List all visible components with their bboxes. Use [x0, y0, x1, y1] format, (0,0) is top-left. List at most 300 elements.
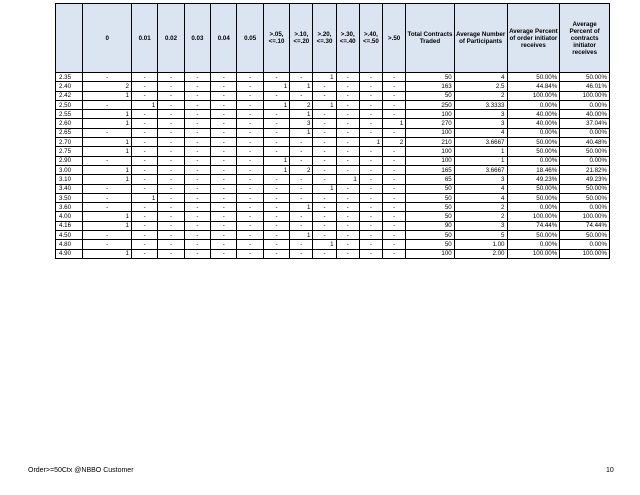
bucket-count-cell: - [383, 91, 406, 100]
bucket-count-cell: 1 [290, 203, 313, 212]
table-row [56, 175, 610, 184]
bucket-count-cell: - [237, 184, 263, 193]
bucket-count-cell: - [237, 156, 263, 165]
bucket-count-cell: 1 [313, 184, 336, 193]
summary-cell: 50.00% [507, 184, 560, 193]
bucket-count-cell: - [383, 100, 406, 109]
bucket-count-cell: - [184, 100, 210, 109]
bucket-count-cell: - [131, 249, 157, 258]
column-header: 0 [83, 4, 132, 73]
summary-cell: 3 [454, 221, 507, 230]
header-corner-cell [56, 4, 83, 73]
bucket-count-cell: - [131, 82, 157, 91]
bucket-count-cell: 1 [131, 193, 157, 202]
bucket-count-cell: - [336, 156, 359, 165]
bucket-count-cell: - [263, 249, 289, 258]
summary-cell: 100 [406, 147, 455, 156]
bucket-count-cell: - [359, 91, 382, 100]
bucket-count-cell: - [336, 165, 359, 174]
bucket-count-cell: - [131, 73, 157, 82]
bucket-count-cell: - [237, 203, 263, 212]
table-row [56, 221, 610, 230]
bucket-count-cell: - [313, 91, 336, 100]
table-row [56, 73, 610, 82]
bucket-count-cell: 1 [290, 128, 313, 137]
summary-cell: 40.00% [507, 110, 560, 119]
bucket-count-cell: - [158, 249, 184, 258]
summary-cell: 0.00% [507, 203, 560, 212]
bucket-count-cell: - [336, 138, 359, 147]
bucket-count-cell: - [158, 119, 184, 128]
bucket-count-cell: - [211, 175, 237, 184]
bucket-count-cell: - [336, 249, 359, 258]
summary-cell: 50.00% [560, 147, 610, 156]
bucket-count-cell: - [237, 82, 263, 91]
bucket-count-cell: 1 [83, 221, 132, 230]
bucket-count-cell: 1 [83, 212, 132, 221]
table-row [56, 156, 610, 165]
bucket-count-cell: 1 [313, 240, 336, 249]
bucket-count-cell: - [158, 184, 184, 193]
summary-cell: 50 [406, 73, 455, 82]
bucket-count-cell: - [131, 119, 157, 128]
table-row [56, 249, 610, 258]
summary-cell: 3.3333 [454, 100, 507, 109]
bucket-count-cell: - [383, 212, 406, 221]
summary-cell: 40.48% [560, 138, 610, 147]
bucket-count-cell: - [237, 119, 263, 128]
bucket-count-cell: - [290, 212, 313, 221]
summary-cell: 1 [454, 156, 507, 165]
bucket-count-cell: - [336, 147, 359, 156]
bucket-count-cell: - [158, 91, 184, 100]
summary-cell: 3 [454, 175, 507, 184]
bucket-count-cell: - [383, 175, 406, 184]
bucket-count-cell: - [184, 156, 210, 165]
page-number: 10 [606, 467, 614, 474]
bucket-count-cell: - [158, 165, 184, 174]
bucket-count-cell: 1 [263, 100, 289, 109]
summary-cell: 2 [454, 212, 507, 221]
row-price-cell: 3.00 [56, 165, 83, 174]
bucket-count-cell: - [237, 231, 263, 240]
column-header: 0.04 [211, 4, 237, 73]
bucket-count-cell: - [359, 119, 382, 128]
bucket-count-cell: - [158, 212, 184, 221]
summary-cell: 250 [406, 100, 455, 109]
bucket-count-cell: - [290, 240, 313, 249]
bucket-count-cell: 1 [83, 138, 132, 147]
summary-cell: 50 [406, 91, 455, 100]
bucket-count-cell: - [158, 138, 184, 147]
bucket-count-cell: - [336, 240, 359, 249]
bucket-count-cell: - [263, 119, 289, 128]
bucket-count-cell: - [263, 110, 289, 119]
bucket-count-cell: - [313, 147, 336, 156]
summary-cell: 4 [454, 193, 507, 202]
summary-cell: 1.00 [454, 240, 507, 249]
bucket-count-cell: - [211, 212, 237, 221]
bucket-count-cell: - [211, 73, 237, 82]
bucket-count-cell: - [211, 100, 237, 109]
bucket-count-cell: - [211, 165, 237, 174]
bucket-count-cell: 2 [290, 165, 313, 174]
column-header: >.30, <=.40 [336, 4, 359, 73]
bucket-count-cell: - [359, 82, 382, 91]
summary-cell: 50.00% [560, 73, 610, 82]
bucket-count-cell: - [211, 82, 237, 91]
bucket-count-cell: - [237, 100, 263, 109]
summary-cell: 163 [406, 82, 455, 91]
bucket-count-cell: - [131, 221, 157, 230]
bucket-count-cell: - [184, 110, 210, 119]
bucket-count-cell: - [184, 175, 210, 184]
summary-cell: 74.44% [507, 221, 560, 230]
bucket-count-cell: - [131, 231, 157, 240]
bucket-count-cell: - [184, 212, 210, 221]
bucket-count-cell: 1 [336, 175, 359, 184]
bucket-count-cell: - [211, 193, 237, 202]
bucket-count-cell: - [313, 138, 336, 147]
summary-cell: 50.00% [507, 231, 560, 240]
summary-cell: 18.46% [507, 165, 560, 174]
bucket-count-cell: - [383, 221, 406, 230]
summary-cell: 50 [406, 184, 455, 193]
row-price-cell: 2.70 [56, 138, 83, 147]
bucket-count-cell: - [83, 156, 132, 165]
bucket-count-cell: 1 [313, 100, 336, 109]
bucket-count-cell: - [158, 221, 184, 230]
bucket-count-cell: - [383, 147, 406, 156]
summary-cell: 50.00% [507, 73, 560, 82]
bucket-count-cell: - [336, 82, 359, 91]
summary-cell: 50.00% [560, 184, 610, 193]
summary-cell: 65 [406, 175, 455, 184]
bucket-count-cell: - [263, 138, 289, 147]
bucket-count-cell: - [263, 175, 289, 184]
bucket-count-cell: - [83, 128, 132, 137]
bucket-count-cell: - [359, 212, 382, 221]
bucket-count-cell: 1 [83, 110, 132, 119]
row-price-cell: 3.10 [56, 175, 83, 184]
bucket-count-cell: - [313, 128, 336, 137]
bucket-count-cell: - [237, 193, 263, 202]
bucket-count-cell: - [263, 231, 289, 240]
bucket-count-cell: - [290, 221, 313, 230]
bucket-count-cell: - [211, 110, 237, 119]
bucket-count-cell: 1 [383, 119, 406, 128]
bucket-count-cell: - [359, 100, 382, 109]
summary-cell: 100 [406, 110, 455, 119]
bucket-count-cell: - [83, 231, 132, 240]
summary-cell: 0.00% [560, 128, 610, 137]
bucket-count-cell: - [131, 165, 157, 174]
row-price-cell: 4.50 [56, 231, 83, 240]
bucket-count-cell: - [158, 193, 184, 202]
bucket-count-cell: 1 [313, 73, 336, 82]
row-price-cell: 2.90 [56, 156, 83, 165]
bucket-count-cell: - [336, 119, 359, 128]
table-row [56, 193, 610, 202]
bucket-count-cell: - [359, 193, 382, 202]
bucket-count-cell: - [158, 110, 184, 119]
summary-cell: 21.82% [560, 165, 610, 174]
column-header: >.40, <=.50 [359, 4, 382, 73]
bucket-count-cell: - [158, 147, 184, 156]
summary-cell: 1 [454, 147, 507, 156]
bucket-count-cell: - [313, 249, 336, 258]
bucket-count-cell: - [237, 147, 263, 156]
table-row [56, 128, 610, 137]
row-price-cell: 2.75 [56, 147, 83, 156]
bucket-count-cell: 1 [131, 100, 157, 109]
bucket-count-cell: - [359, 249, 382, 258]
bucket-count-cell: - [383, 184, 406, 193]
summary-cell: 74.44% [560, 221, 610, 230]
summary-cell: 270 [406, 119, 455, 128]
bucket-count-cell: 1 [263, 165, 289, 174]
bucket-count-cell: 2 [383, 138, 406, 147]
bucket-count-cell: - [290, 147, 313, 156]
summary-cell: 0.00% [507, 156, 560, 165]
bucket-count-cell: - [336, 128, 359, 137]
row-price-cell: 2.42 [56, 91, 83, 100]
bucket-count-cell: - [336, 91, 359, 100]
bucket-count-cell: - [211, 249, 237, 258]
table-row [56, 119, 610, 128]
row-price-cell: 2.60 [56, 119, 83, 128]
summary-cell: 0.00% [560, 100, 610, 109]
summary-cell: 50 [406, 240, 455, 249]
bucket-count-cell: - [383, 193, 406, 202]
bucket-count-cell: - [131, 147, 157, 156]
bucket-count-cell: - [184, 91, 210, 100]
bucket-count-cell: - [383, 231, 406, 240]
bucket-count-cell: - [237, 221, 263, 230]
bucket-count-cell: - [237, 212, 263, 221]
bucket-count-cell: - [263, 73, 289, 82]
bucket-count-cell: - [184, 249, 210, 258]
bucket-count-cell: - [237, 128, 263, 137]
summary-cell: 40.00% [507, 119, 560, 128]
bucket-count-cell: - [131, 240, 157, 249]
bucket-count-cell: - [237, 175, 263, 184]
bucket-count-cell: - [237, 138, 263, 147]
bucket-count-cell: - [336, 193, 359, 202]
bucket-count-cell: - [383, 165, 406, 174]
table-row [56, 82, 610, 91]
row-price-cell: 4.90 [56, 249, 83, 258]
summary-cell: 165 [406, 165, 455, 174]
row-price-cell: 2.65 [56, 128, 83, 137]
bucket-count-cell: - [211, 138, 237, 147]
column-header: Average Number of Participants [454, 4, 507, 73]
data-sheet [55, 3, 610, 259]
bucket-count-cell: - [290, 184, 313, 193]
bucket-count-cell: - [383, 203, 406, 212]
summary-cell: 2.5 [454, 82, 507, 91]
bucket-count-cell: - [83, 240, 132, 249]
summary-cell: 100.00% [560, 249, 610, 258]
bucket-count-cell: - [313, 221, 336, 230]
bucket-count-cell: - [359, 175, 382, 184]
bucket-count-cell: - [184, 184, 210, 193]
summary-cell: 44.84% [507, 82, 560, 91]
bucket-count-cell: - [211, 119, 237, 128]
summary-cell: 0.00% [507, 100, 560, 109]
table-row [56, 110, 610, 119]
column-header: Average Percent of contracts initiator receives [560, 4, 610, 73]
bucket-count-cell: - [313, 212, 336, 221]
summary-cell: 2 [454, 203, 507, 212]
summary-cell: 50 [406, 212, 455, 221]
summary-cell: 100.00% [507, 249, 560, 258]
bucket-count-cell: 1 [290, 110, 313, 119]
bucket-count-cell: - [359, 221, 382, 230]
bucket-count-cell: - [158, 128, 184, 137]
bucket-count-cell: - [184, 82, 210, 91]
summary-cell: 210 [406, 138, 455, 147]
summary-cell: 3 [454, 110, 507, 119]
summary-cell: 100 [406, 128, 455, 137]
summary-cell: 100.00% [507, 91, 560, 100]
bucket-count-cell: - [336, 73, 359, 82]
bucket-count-cell: - [131, 91, 157, 100]
bucket-count-cell: - [383, 128, 406, 137]
summary-cell: 100.00% [560, 91, 610, 100]
bucket-count-cell: - [263, 91, 289, 100]
bucket-count-cell: - [211, 203, 237, 212]
row-price-cell: 2.50 [56, 100, 83, 109]
bucket-count-cell: - [359, 73, 382, 82]
summary-cell: 100.00% [507, 212, 560, 221]
bucket-count-cell: - [263, 128, 289, 137]
bucket-count-cell: 3 [290, 119, 313, 128]
bucket-count-cell: - [290, 138, 313, 147]
table-header-row [56, 4, 610, 73]
bucket-count-cell: - [336, 231, 359, 240]
bucket-count-cell: - [211, 221, 237, 230]
table-row [56, 165, 610, 174]
summary-cell: 37.04% [560, 119, 610, 128]
bucket-count-cell: - [263, 193, 289, 202]
bucket-count-cell: 1 [83, 165, 132, 174]
bucket-count-cell: - [83, 193, 132, 202]
summary-cell: 50 [406, 231, 455, 240]
summary-cell: 90 [406, 221, 455, 230]
bucket-count-cell: - [184, 119, 210, 128]
summary-cell: 50 [406, 203, 455, 212]
bucket-count-cell: - [158, 156, 184, 165]
summary-cell: 40.00% [560, 110, 610, 119]
bucket-count-cell: - [290, 249, 313, 258]
bucket-count-cell: - [313, 175, 336, 184]
summary-cell: 4 [454, 128, 507, 137]
bucket-count-cell: - [263, 184, 289, 193]
bucket-count-cell: - [184, 231, 210, 240]
bucket-count-cell: - [83, 73, 132, 82]
bucket-count-cell: - [211, 184, 237, 193]
summary-cell: 100.00% [560, 212, 610, 221]
table-row [56, 184, 610, 193]
bucket-count-cell: - [336, 184, 359, 193]
bucket-count-cell: - [359, 231, 382, 240]
bucket-count-cell: 1 [263, 82, 289, 91]
summary-cell: 0.00% [560, 203, 610, 212]
bucket-count-cell: - [336, 203, 359, 212]
bucket-count-cell: - [313, 231, 336, 240]
bucket-count-cell: - [359, 240, 382, 249]
bucket-count-cell: - [83, 203, 132, 212]
summary-cell: 50 [406, 193, 455, 202]
summary-cell: 5 [454, 231, 507, 240]
bucket-count-cell: - [211, 147, 237, 156]
bucket-count-cell: - [237, 249, 263, 258]
bucket-count-cell: - [359, 165, 382, 174]
bucket-count-cell: - [184, 203, 210, 212]
bucket-count-cell: - [237, 165, 263, 174]
bucket-count-cell: - [131, 138, 157, 147]
row-price-cell: 4.80 [56, 240, 83, 249]
bucket-count-cell: - [359, 110, 382, 119]
summary-cell: 2.00 [454, 249, 507, 258]
table-row [56, 212, 610, 221]
bucket-count-cell: - [158, 82, 184, 91]
row-price-cell: 4.16 [56, 221, 83, 230]
bucket-count-cell: - [336, 100, 359, 109]
summary-cell: 49.23% [560, 175, 610, 184]
bucket-count-cell: - [383, 82, 406, 91]
row-price-cell: 3.50 [56, 193, 83, 202]
summary-cell: 50.00% [507, 193, 560, 202]
summary-cell: 0.00% [560, 240, 610, 249]
bucket-count-cell: - [313, 165, 336, 174]
bucket-count-cell: - [359, 128, 382, 137]
table-row [56, 147, 610, 156]
bucket-count-cell: - [336, 221, 359, 230]
bucket-count-cell: 1 [83, 249, 132, 258]
bucket-count-cell: - [290, 91, 313, 100]
column-header: Average Percent of order initiator receives [507, 4, 560, 73]
bucket-count-cell: - [131, 156, 157, 165]
column-header: 0.03 [184, 4, 210, 73]
column-header: 0.05 [237, 4, 263, 73]
bucket-count-cell: - [313, 119, 336, 128]
summary-cell: 46.01% [560, 82, 610, 91]
summary-cell: 100 [406, 249, 455, 258]
table-row [56, 203, 610, 212]
bucket-count-cell: - [184, 221, 210, 230]
bucket-count-cell: - [158, 203, 184, 212]
bucket-count-cell: 1 [290, 82, 313, 91]
bucket-count-cell: 1 [83, 91, 132, 100]
bucket-count-cell: - [184, 128, 210, 137]
bucket-count-cell: - [263, 221, 289, 230]
bucket-count-cell: - [184, 138, 210, 147]
bucket-count-cell: - [158, 100, 184, 109]
bucket-count-cell: - [290, 156, 313, 165]
column-header: >.20, <=.30 [313, 4, 336, 73]
bucket-count-cell: 2 [83, 82, 132, 91]
summary-cell: 4 [454, 73, 507, 82]
row-price-cell: 2.55 [56, 110, 83, 119]
bucket-count-cell: - [383, 73, 406, 82]
bucket-count-cell: - [184, 193, 210, 202]
bucket-count-cell: - [263, 240, 289, 249]
bucket-count-cell: - [263, 212, 289, 221]
summary-cell: 50.00% [560, 231, 610, 240]
bucket-count-cell: - [211, 91, 237, 100]
